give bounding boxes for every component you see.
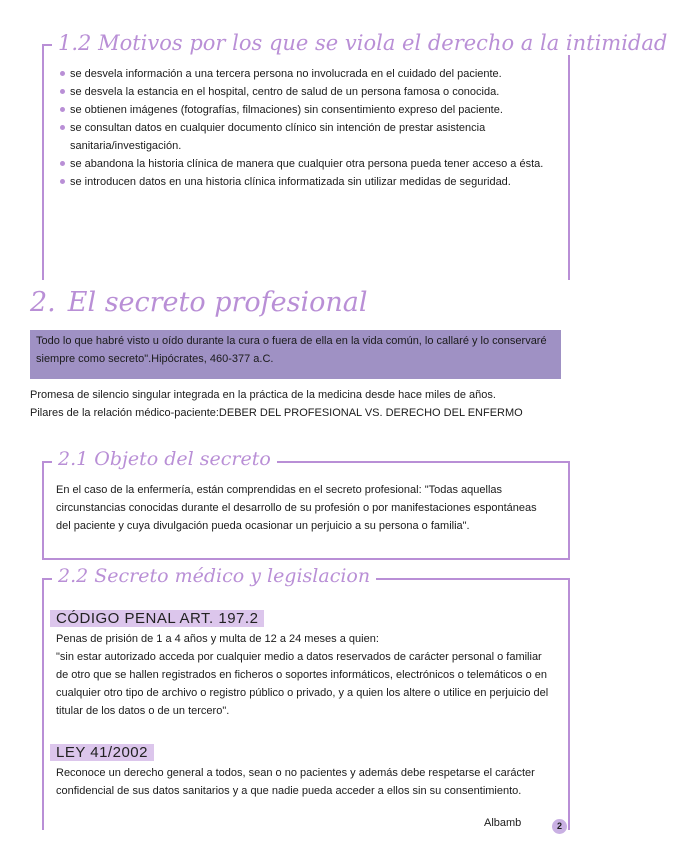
- list-item: se obtienen imágenes (fotografías, filmaciones) sin consentimiento expreso del paciente.: [60, 101, 554, 119]
- list-item: se desvela la estancia en el hospital, centro de salud de un persona famosa o conocida.: [60, 83, 554, 101]
- law-2-title: LEY 41/2002: [50, 744, 154, 761]
- page-number: 2: [552, 819, 567, 834]
- section-2-2-box: [42, 565, 570, 830]
- section-1-2-title: 1.2 Motivos por los que se viola el derecho a la intimidad: [52, 31, 673, 55]
- section-2-title: El secreto profesional: [67, 287, 368, 318]
- section-2-heading: [30, 287, 368, 318]
- footer-author: Albamb: [484, 817, 522, 829]
- law-1-text: "sin estar autorizado acceda por cualquier medio a datos reservados de carácter personal o familiar de otro que se hallen registrados en ficheros o soportes informáticos, electrónicos o telemáticos o en cualquier otro tipo de archivo o registro público o privado, y a quien los altere o utilice en perjuicio del titular de los datos o de un tercero".: [56, 651, 549, 717]
- list-item: se desvela información a una tercera persona no involucrada en el cuidado del paciente.: [60, 65, 554, 83]
- section-2-body: [30, 386, 565, 422]
- section-2-paragraph-2: Pilares de la relación médico-paciente:DEBER DEL PROFESIONAL VS. DERECHO DEL ENFERMO: [30, 407, 523, 419]
- section-2-2-title: 2.2 Secreto médico y legislacion: [52, 565, 376, 587]
- law-1-title: CÓDIGO PENAL ART. 197.2: [50, 610, 264, 627]
- section-1-2-box: [42, 31, 668, 280]
- hippocrates-quote: Todo lo que habré visto u oído durante la cura o fuera de ella en la vida común, lo callaré y lo conservaré siempre como secreto".Hipócrates, 460-377 a.C.: [30, 330, 561, 379]
- section-2-number: 2.: [30, 287, 56, 318]
- reasons-list: [60, 65, 554, 191]
- list-item: se abandona la historia clínica de manera que cualquier otra persona pueda tener acceso a ésta.: [60, 155, 554, 173]
- list-item: se consultan datos en cualquier documento clínico sin intención de prestar asistencia sanitaria/investigación.: [60, 119, 554, 155]
- list-item: se introducen datos en una historia clínica informatizada sin utilizar medidas de seguridad.: [60, 173, 554, 191]
- section-2-1-box: [42, 448, 570, 560]
- section-2-paragraph-1: Promesa de silencio singular integrada en la práctica de la medicina desde hace miles de años.: [30, 389, 496, 401]
- law-1-body: [56, 630, 554, 720]
- law-1-intro: Penas de prisión de 1 a 4 años y multa de 12 a 24 meses a quien:: [56, 633, 379, 645]
- section-2-1-title: 2.1 Objeto del secreto: [52, 448, 277, 470]
- section-2-1-body: En el caso de la enfermería, están comprendidas en el secreto profesional: "Todas aquellas circunstancias conocidas durante el desarrollo de su profesión o por manifestaciones espontáneas del paciente y cuya divulgación pueda ocasionar un perjuicio a su persona o familia".: [56, 484, 537, 532]
- law-2-body: Reconoce un derecho general a todos, sean o no pacientes y además debe respetarse el carácter confidencial de sus datos sanitarios y a que nadie pueda acceder a ellos sin su consentimiento.: [56, 767, 535, 797]
